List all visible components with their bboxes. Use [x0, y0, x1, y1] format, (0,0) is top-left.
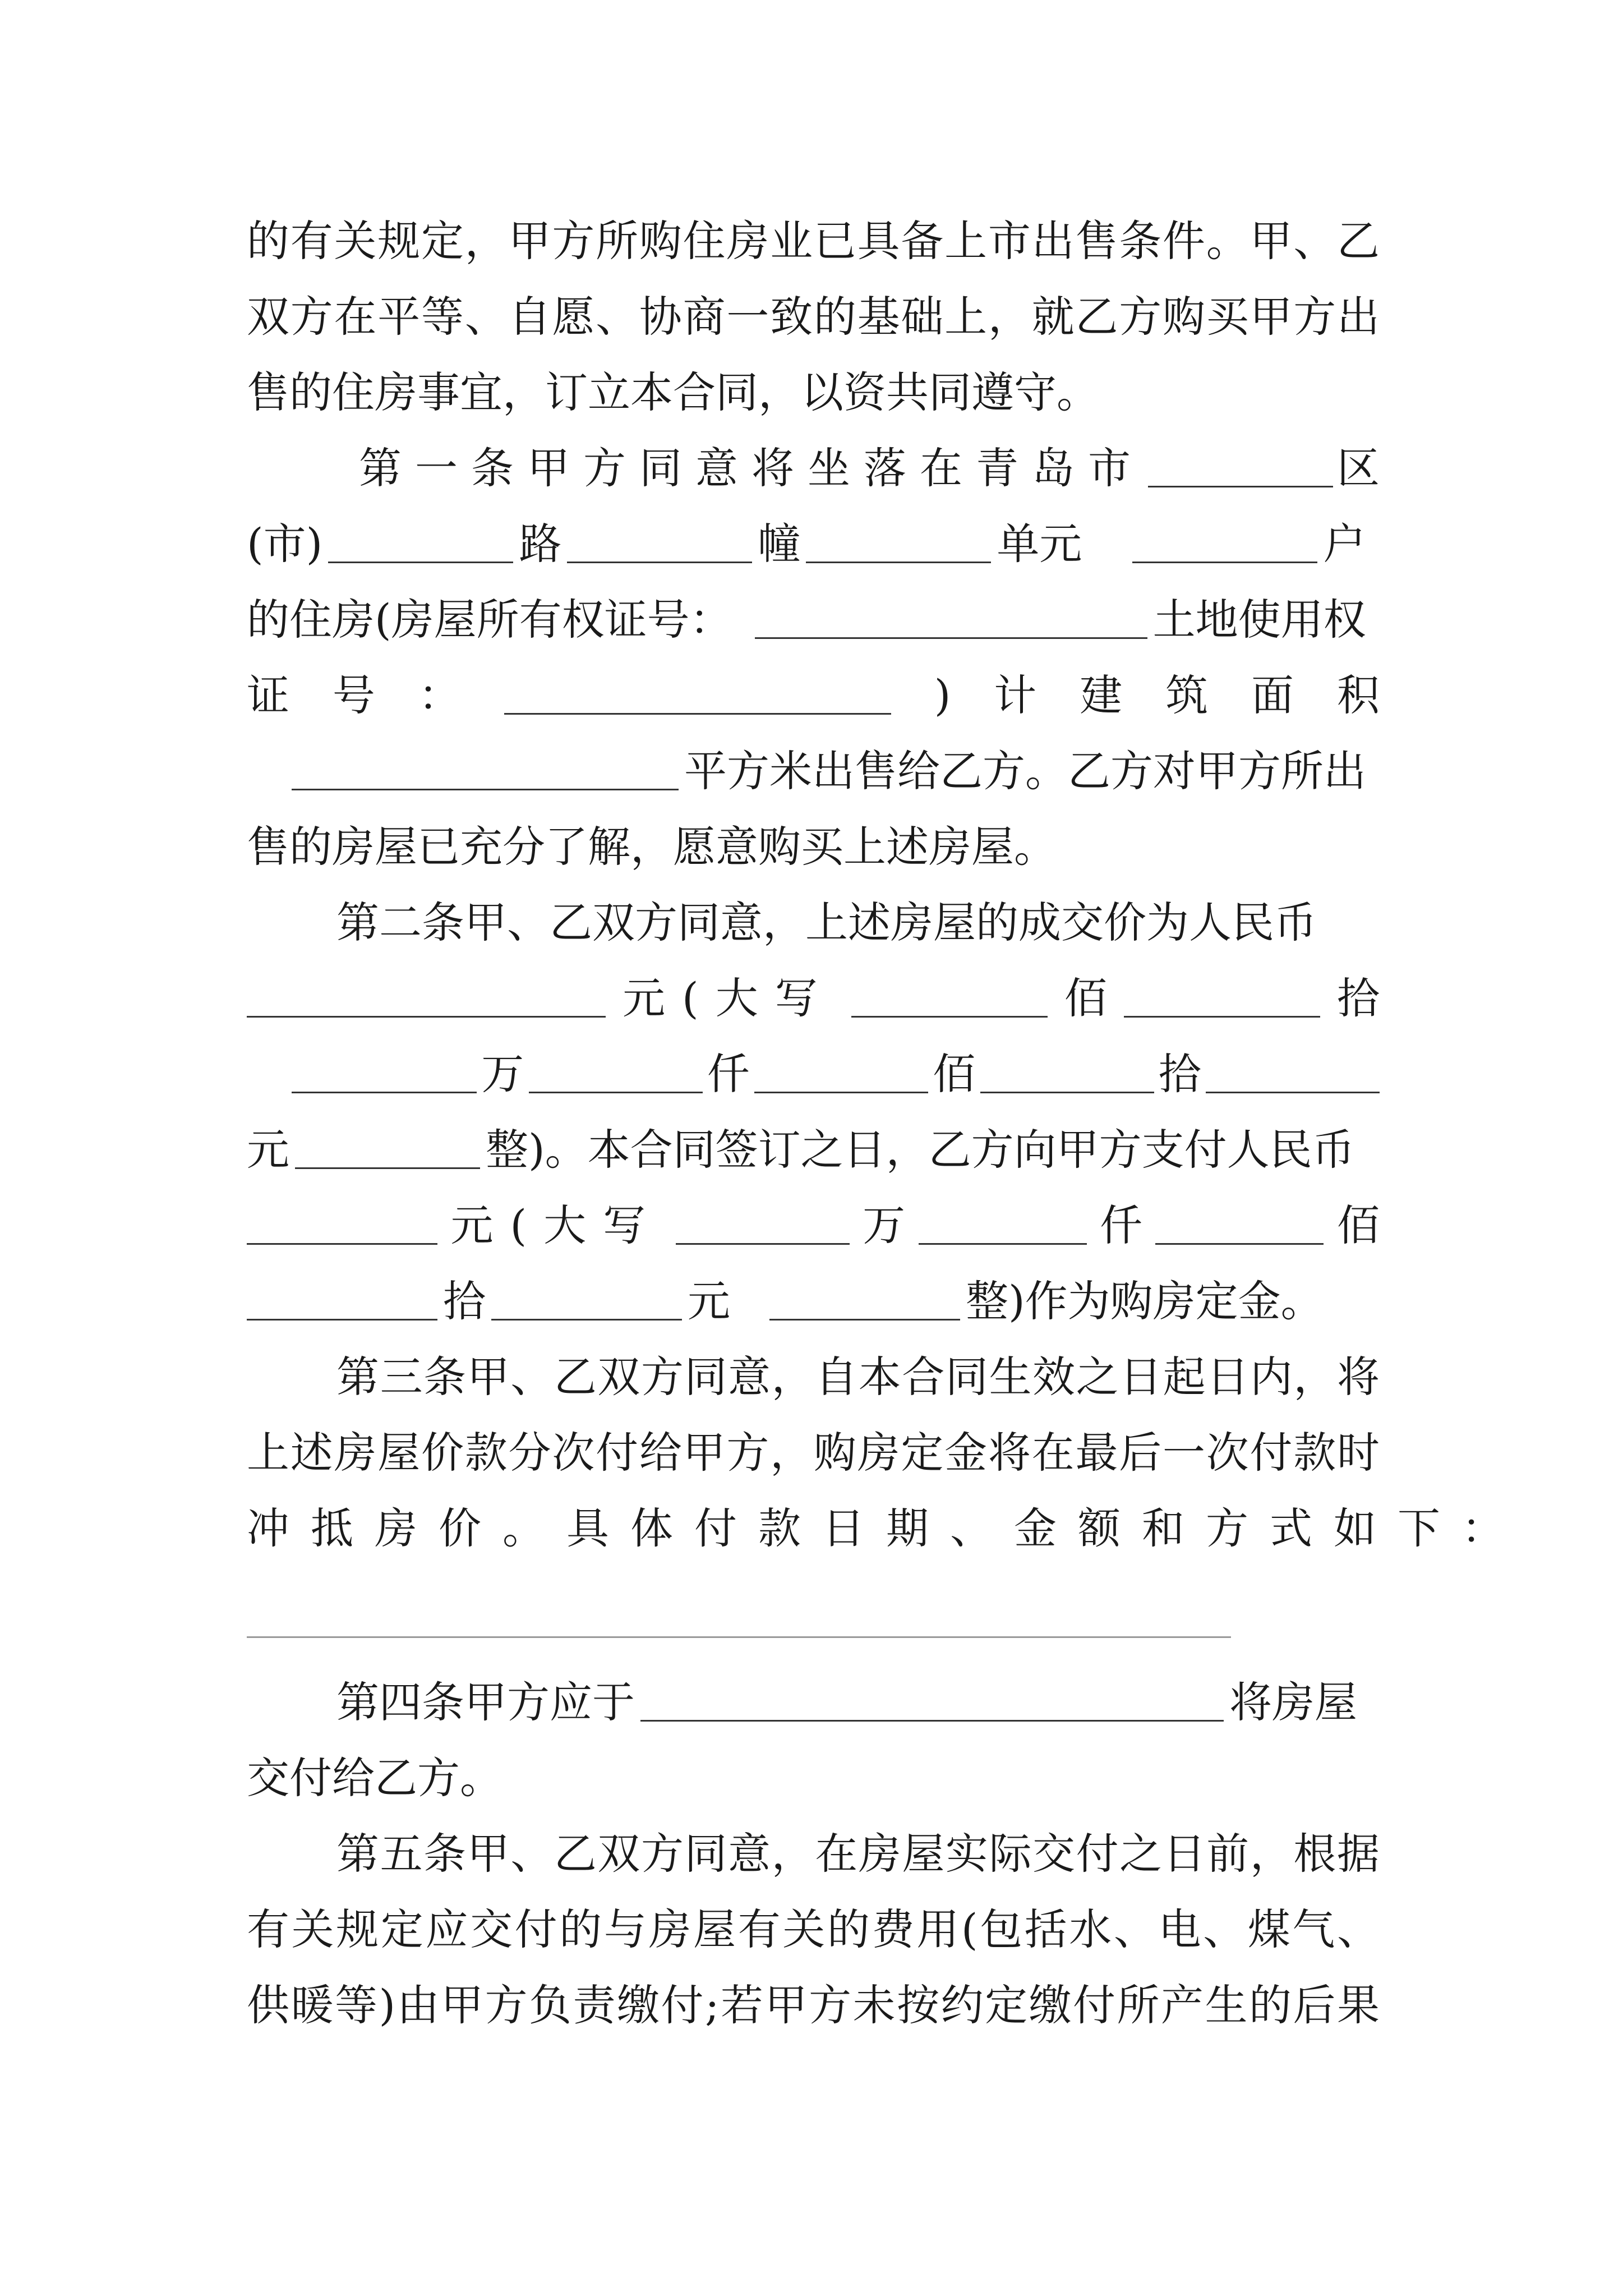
text-line: 上述房屋价款分次付给甲方，购房定金将在最后一次付款时	[247, 1428, 1381, 1478]
payment-method-line	[247, 1495, 1525, 1562]
text-line: 有关规定应交付的与房屋有关的费用(包括水、电、煤气、	[247, 1904, 1382, 1954]
text-line: 第二条甲、乙双方同意，上述房屋的成交价为人民币	[336, 898, 1317, 947]
area-char: 计	[994, 670, 1037, 720]
land-use-label: 土地使用权	[1152, 595, 1366, 645]
paragraph-line	[247, 283, 1380, 351]
address-line	[247, 510, 1380, 578]
ownership-cert-label: 的住房(房屋所有权证号：	[247, 595, 732, 645]
article-5-line	[336, 1820, 1380, 1888]
article-3-line	[336, 1343, 1380, 1411]
cert-char: 证	[247, 670, 289, 720]
payment-details-blank[interactable]	[247, 1636, 1231, 1638]
deposit-shi-label: 拾	[443, 1276, 486, 1326]
deposit-zheng-blank[interactable]	[769, 1319, 960, 1320]
paragraph-line	[247, 359, 1380, 426]
text-line: 供暖等)由甲方负责缴付;若甲方未按约定缴付所产生的后果	[247, 1980, 1381, 2030]
deposit-text: 整)。本合同签订之日，乙方向甲方支付人民币	[486, 1125, 1355, 1175]
paragraph-line	[247, 1419, 1380, 1487]
price-capital-label: 元(大写	[623, 973, 834, 1023]
bai-blank[interactable]	[754, 1092, 928, 1093]
deposit-wan-label: 万	[863, 1200, 906, 1250]
deposit-blank[interactable]	[247, 1243, 437, 1245]
paragraph-line	[247, 208, 1380, 275]
area-line	[247, 738, 1380, 805]
article-4-text: 第四条甲方应于	[336, 1677, 635, 1727]
area-text: 平方米出售给乙方。乙方对甲方所出	[684, 746, 1366, 796]
household-label: 户	[1323, 519, 1366, 569]
text-line: 第五条甲、乙双方同意，在房屋实际交付之日前，根据	[336, 1829, 1381, 1879]
article-1-text: 第一条甲方同意将坐落在青岛市	[359, 443, 1144, 493]
area-char: 面	[1251, 670, 1294, 720]
paragraph-line	[247, 1972, 1380, 2039]
unit-blank[interactable]	[1132, 562, 1317, 563]
yuan-label: 元	[247, 1125, 289, 1175]
deposit-yuan-label: 元	[688, 1276, 730, 1326]
certificate-line	[247, 586, 1380, 654]
area-blank[interactable]	[292, 789, 679, 790]
paragraph-line	[247, 813, 1380, 881]
ten-million-blank[interactable]	[1124, 1016, 1320, 1018]
article-4-end: 将房屋	[1229, 1677, 1357, 1727]
bai-label: 佰	[933, 1049, 976, 1099]
cert-char: 号	[332, 670, 375, 720]
deposit-line	[247, 1192, 1380, 1259]
deposit-bai-label: 佰	[1336, 1200, 1380, 1250]
area-char: 建	[1080, 670, 1123, 720]
cert-paren: )	[934, 670, 951, 720]
building-label: 幢	[758, 519, 801, 569]
article-1-line	[359, 435, 1380, 502]
qian-label: 仟	[707, 1049, 750, 1099]
deposit-wan-blank[interactable]	[676, 1243, 850, 1245]
wan-blank[interactable]	[292, 1092, 477, 1093]
delivery-date-blank[interactable]	[640, 1720, 1224, 1722]
price-blank[interactable]	[247, 1016, 606, 1018]
hundred-million-blank[interactable]	[851, 1016, 1048, 1018]
unit-label: 单元	[997, 519, 1082, 569]
district-blank[interactable]	[1148, 486, 1333, 487]
text-line: 售的房屋已充分了解，愿意购买上述房屋。	[247, 822, 1057, 872]
land-cert-line	[247, 662, 1380, 729]
zheng-blank[interactable]	[295, 1167, 480, 1169]
price-line	[247, 965, 1380, 1032]
cert-colon: ：	[418, 670, 461, 720]
deposit-shi-blank[interactable]	[247, 1319, 437, 1320]
deposit-end-line	[247, 1268, 1380, 1335]
text-line: 交付给乙方。	[247, 1753, 502, 1803]
wan-label: 万	[481, 1049, 524, 1099]
shi-label: 拾	[1158, 1049, 1201, 1099]
deposit-bai-blank[interactable]	[1155, 1243, 1324, 1245]
paragraph-line	[247, 1896, 1380, 1963]
hundred-label: 佰	[1064, 973, 1107, 1023]
deposit-intro-line	[247, 1116, 1380, 1184]
shi-blank[interactable]	[980, 1092, 1154, 1093]
text-line: 冲抵房价。具体付款日期、金额和方式如下：	[247, 1503, 1525, 1553]
price-units-line	[247, 1041, 1380, 1108]
deposit-qian-blank[interactable]	[919, 1243, 1087, 1245]
deposit-end-text: 整)作为购房定金。	[966, 1276, 1324, 1326]
text-line: 的有关规定，甲方所购住房业已具备上市出售条件。甲、乙	[247, 216, 1381, 266]
text-line: 售的住房事宜，订立本合同，以资共同遵守。	[247, 367, 1099, 417]
qian-blank[interactable]	[529, 1092, 703, 1093]
land-cert-blank[interactable]	[504, 713, 891, 715]
paragraph-line	[247, 1745, 1380, 1812]
district-label: 区	[1337, 443, 1380, 493]
area-char: 筑	[1165, 670, 1209, 720]
article-4-line	[336, 1669, 1380, 1736]
deposit-yuan-blank[interactable]	[491, 1319, 682, 1320]
yuan-blank[interactable]	[1206, 1092, 1380, 1093]
city-blank[interactable]	[328, 562, 513, 563]
city-label: (市)	[247, 519, 323, 569]
road-label: 路	[519, 519, 562, 569]
road-blank[interactable]	[567, 562, 752, 563]
text-line: 双方在平等、自愿、协商一致的基础上，就乙方购买甲方出	[247, 292, 1381, 342]
building-blank[interactable]	[806, 562, 991, 563]
text-line: 第三条甲、乙双方同意，自本合同生效之日起日内，将	[336, 1352, 1381, 1402]
area-char: 积	[1336, 670, 1380, 720]
deposit-qian-label: 仟	[1100, 1200, 1142, 1250]
deposit-capital-label: 元(大写	[450, 1200, 663, 1250]
article-2-line	[336, 889, 1380, 956]
ten-label: 拾	[1336, 973, 1380, 1023]
ownership-cert-blank[interactable]	[755, 637, 1147, 639]
